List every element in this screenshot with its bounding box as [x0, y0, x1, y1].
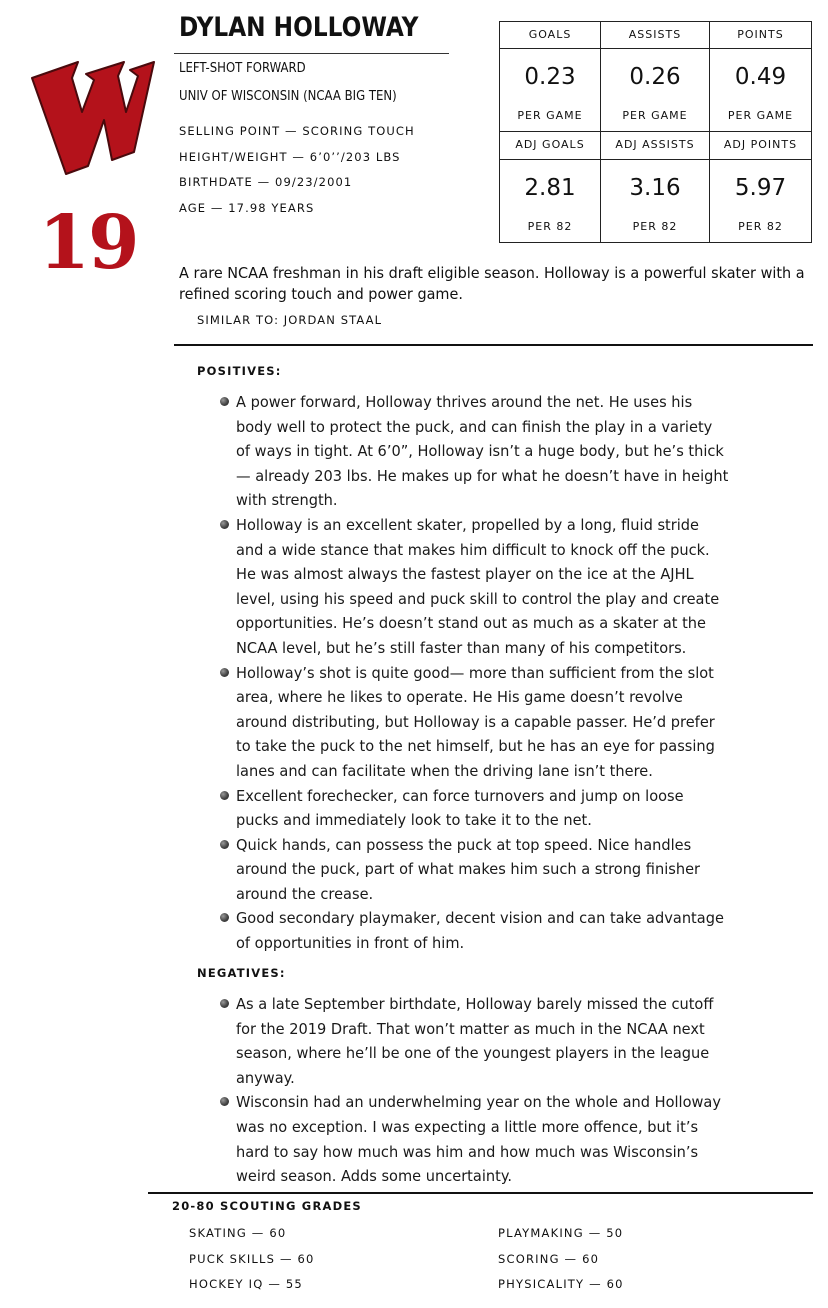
stat-header-points: POINTS [710, 22, 812, 49]
list-item: Good secondary playmaker, decent vision and can take advantage of opportunities in front of him. [218, 906, 738, 955]
stat-points-cell [710, 49, 812, 132]
stat-assists-value: 0.26 [629, 64, 681, 91]
stat-header-adj-assists: ADJ ASSISTS [601, 132, 710, 159]
stat-assists-cell [601, 49, 710, 132]
stat-unit: PER 82 [738, 219, 783, 233]
list-item: Quick hands, can possess the puck at top speed. Nice handles around the puck, part of what makes him such a strong finisher around the crease. [218, 833, 738, 907]
stat-header-adj-goals: ADJ GOALS [500, 132, 601, 159]
bullet-icon [220, 999, 229, 1008]
positives-heading: POSITIVES: [197, 364, 282, 378]
stat-header-assists: ASSISTS [601, 22, 710, 49]
player-position: LEFT-SHOT FORWARD [179, 61, 306, 76]
player-team: UNIV OF WISCONSIN (NCAA BIG TEN) [179, 89, 397, 104]
stat-adj-points-cell [710, 159, 812, 242]
stat-unit: PER 82 [632, 219, 678, 233]
name-divider [174, 53, 449, 54]
stat-adj-points-value: 5.97 [734, 174, 787, 201]
stat-points-value: 0.49 [734, 64, 787, 91]
grade-physicality: PHYSICALITY — 60 [498, 1277, 624, 1291]
bullet-icon [220, 840, 229, 849]
stat-goals-value: 0.23 [524, 64, 576, 91]
birthdate: BIRTHDATE — 09/23/2001 [179, 175, 353, 189]
grade-playmaking: PLAYMAKING — 50 [498, 1226, 624, 1240]
summary-text: A rare NCAA freshman in his draft eligible season. Holloway is a powerful skater with a refined scoring touch and power game. [179, 264, 805, 303]
bullet-icon [220, 913, 229, 922]
stat-unit: PER GAME [622, 109, 688, 123]
section-divider [174, 344, 813, 346]
positives-list [218, 390, 738, 956]
wisconsin-w-logo [26, 56, 158, 180]
bullet-icon [220, 520, 229, 529]
stat-adj-assists-value: 3.16 [629, 174, 681, 201]
stat-header-adj-points: ADJ POINTS [710, 132, 812, 159]
bullet-icon [220, 668, 229, 677]
jersey-number: 19 [38, 200, 138, 286]
stat-header-goals: GOALS [500, 22, 601, 49]
list-item: Holloway is an excellent skater, propelled by a long, fluid stride and a wide stance that makes him difficult to knock off the puck. He was almost always the fastest player on the ice at the AJHL level, using his speed and puck skill to control the play and create opportunities. He’s doesn’t stand out as much as a skater at the NCAA level, but he’s still faster than many of his competitors. [218, 513, 738, 661]
list-item: Excellent forechecker, can force turnovers and jump on loose pucks and immediately look to take it to the net. [218, 784, 738, 833]
similar-player: SIMILAR TO: JORDAN STAAL [197, 313, 383, 327]
bullet-icon [220, 1097, 229, 1106]
list-item: Holloway’s shot is quite good— more than sufficient from the slot area, where he likes to operate. He His game doesn’t revolve around distributing, but Holloway is a capable passer. He’d prefer to take the puck to the net himself, but he has an eye for passing lanes and can facilitate when the driving lane isn’t there. [218, 661, 738, 784]
grade-hockey-iq: HOCKEY IQ — 55 [189, 1277, 303, 1291]
stat-unit: PER GAME [727, 109, 794, 123]
grades-divider [148, 1192, 813, 1194]
grade-skating: SKATING — 60 [189, 1226, 287, 1240]
list-item: As a late September birthdate, Holloway barely missed the cutoff for the 2019 Draft. That won’t matter as much in the NCAA next season, where he’ll be one of the youngest players in the league anyway. [218, 992, 738, 1090]
stat-unit: PER 82 [527, 219, 573, 233]
stat-unit: PER GAME [517, 109, 583, 123]
stat-adj-goals-cell [500, 159, 601, 242]
grade-puck-skills: PUCK SKILLS — 60 [189, 1252, 315, 1266]
negatives-list [218, 992, 738, 1189]
stat-adj-assists-cell [601, 159, 710, 242]
bullet-icon [220, 397, 229, 406]
player-name: DYLAN HOLLOWAY [179, 12, 419, 43]
stat-goals-cell [500, 49, 601, 132]
stat-adj-goals-value: 2.81 [524, 174, 576, 201]
selling-point: SELLING POINT — SCORING TOUCH [179, 124, 415, 138]
list-item: A power forward, Holloway thrives around the net. He uses his body well to protect the puck, and can finish the play in a variety of ways in tight. At 6’0”, Holloway isn’t a huge body, but he’s thick— already 203 lbs. He makes up for what he doesn’t have in height with strength. [218, 390, 738, 513]
age: AGE — 17.98 YEARS [179, 201, 315, 215]
bullet-icon [220, 791, 229, 800]
grades-heading: 20-80 SCOUTING GRADES [172, 1199, 362, 1213]
height-weight: HEIGHT/WEIGHT — 6’0’’/203 LBS [179, 150, 401, 164]
list-item: Wisconsin had an underwhelming year on the whole and Holloway was no exception. I was expecting a little more offence, but it’s hard to say how much was him and how much was Wisconsin’s weird season. Adds some uncertainty. [218, 1090, 738, 1188]
grade-scoring: SCORING — 60 [498, 1252, 600, 1266]
negatives-heading: NEGATIVES: [197, 966, 286, 980]
stats-table [499, 21, 812, 243]
